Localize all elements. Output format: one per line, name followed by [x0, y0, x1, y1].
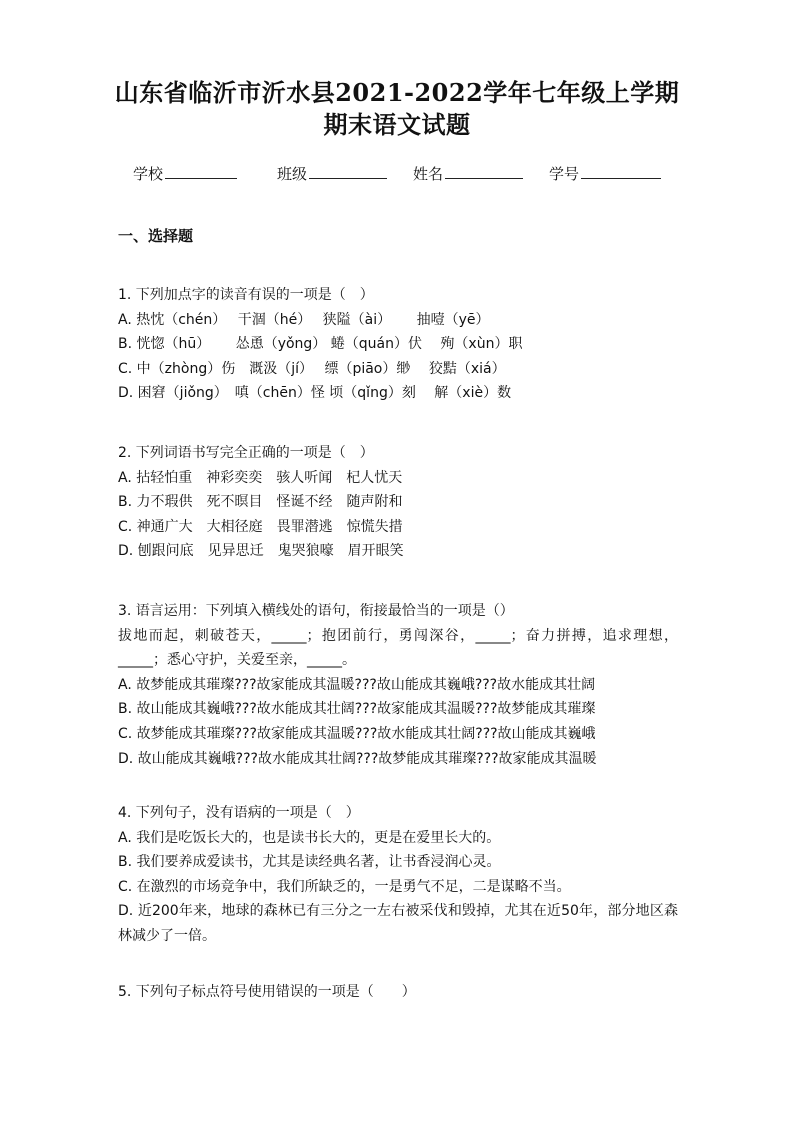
- option-b: B. 恍惚（hū） 怂恿（yǒng） 蜷（quán）伏 殉（xùn）职: [118, 336, 523, 353]
- option-a: A. 故梦能成其璀璨???故家能成其温暖???故山能成其巍峨???故水能成其壮阔: [118, 676, 596, 693]
- section-heading: 一、选择题: [118, 227, 194, 245]
- option-c: C. 在激烈的市场竞争中，我们所缺乏的，一是勇气不足，二是谋略不当。: [118, 878, 571, 895]
- exam-title-line-1: 山东省临沂市沂水县2021-2022学年七年级上学期: [114, 78, 680, 107]
- option-d: D. 刨跟问底 见异思迁 鬼哭狼嚎 眉开眼笑: [118, 543, 404, 560]
- question-stem: 3. 语言运用：下列填入横线处的语句，衔接最恰当的一项是（）: [118, 603, 514, 619]
- exam-title-line-2: 期末语文试题: [323, 110, 471, 139]
- option-d: D. 故山能成其巍峨???故水能成其壮阔???故梦能成其璀璨???故家能成其温暖: [118, 750, 597, 767]
- school-blank: [165, 162, 237, 179]
- school-label: 学校: [133, 165, 164, 183]
- question-stem: 4. 下列句子，没有语病的一项是（ ）: [118, 805, 360, 821]
- option-a: A. 拈轻怕重 神彩奕奕 骇人听闻 杞人忧天: [118, 469, 403, 486]
- student-id-blank: [581, 162, 661, 179]
- question-2: [118, 441, 678, 564]
- question-stem: 1. 下列加点字的读音有误的一项是（ ）: [118, 287, 374, 303]
- option-b: B. 故山能成其巍峨???故水能成其壮阔???故家能成其温暖???故梦能成其璀璨: [118, 701, 596, 718]
- question-5: [118, 980, 678, 1005]
- option-b: B. 力不瑕供 死不暝目 怪诞不经 随声附和: [118, 494, 403, 511]
- option-d: D. 近200年来，地球的森林已有三分之一左右被采伐和毁掉，尤其在近50年，部分地区森林减少了一倍。: [118, 903, 678, 944]
- option-c: C. 故梦能成其璀璨???故家能成其温暖???故水能成其壮阔???故山能成其巍峨: [118, 725, 596, 742]
- name-blank: [445, 162, 523, 179]
- question-stem: 5. 下列句子标点符号使用错误的一项是（ ）: [118, 984, 416, 1000]
- option-d: D. 困窘（jiǒng） 嗔（chēn）怪 顷（qǐng）刻 解（xiè）数: [118, 385, 512, 402]
- student-id-field: [549, 162, 661, 185]
- option-b: B. 我们要养成爱读书，尤其是读经典名著，让书香浸润心灵。: [118, 854, 501, 871]
- name-field: [413, 162, 523, 185]
- question-1: [118, 283, 678, 406]
- option-a: A. 我们是吃饭长大的，也是读书长大的，更是在爱里长大的。: [118, 829, 501, 846]
- question-4: [118, 801, 678, 949]
- question-3: [118, 599, 678, 771]
- class-label: 班级: [277, 165, 308, 183]
- student-id-label: 学号: [549, 165, 580, 183]
- question-passage: 拔地而起，刺破苍天，_____；抱团前行，勇闯深谷，_____；奋力拼搏，追求理想，_____；悉心守护，关爱至亲，_____。: [118, 627, 678, 669]
- class-field: [277, 162, 387, 185]
- class-blank: [309, 162, 387, 179]
- school-field: [133, 162, 237, 185]
- option-c: C. 中（zhòng）伤 溉汲（jí） 缥（piāo）缈 狡黠（xiá）: [118, 360, 506, 377]
- question-stem: 2. 下列词语书写完全正确的一项是（ ）: [118, 445, 374, 461]
- name-label: 姓名: [413, 165, 444, 183]
- option-a: A. 热忱（chén） 干涸（hé） 狭隘（ài） 抽噎（yē）: [118, 311, 490, 328]
- option-c: C. 神通广大 大相径庭 畏罪潜逃 惊慌失措: [118, 518, 403, 535]
